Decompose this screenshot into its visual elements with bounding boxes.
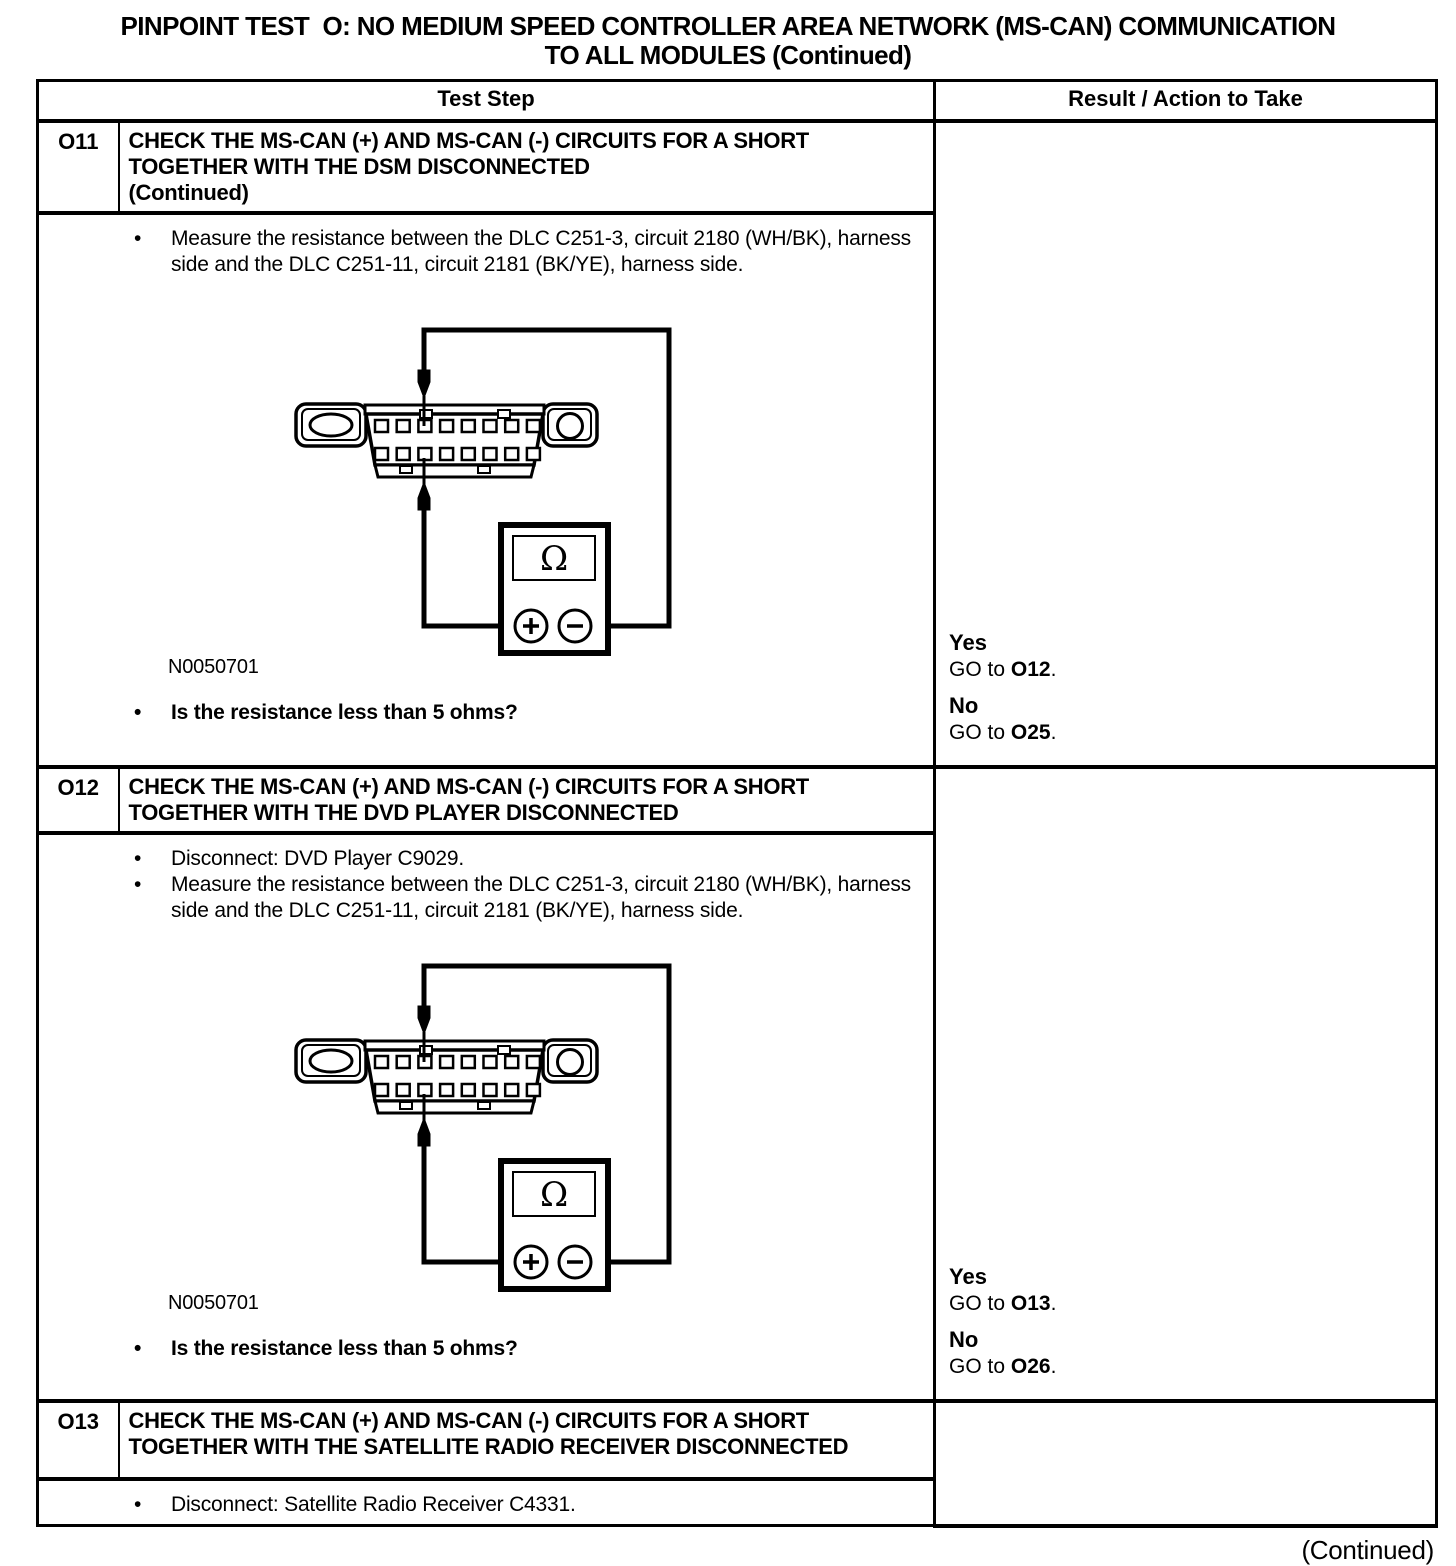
probe-icon	[418, 1118, 430, 1146]
row-o12-title-cell	[119, 767, 935, 833]
row-o11-title-text: CHECK THE MS-CAN (+) AND MS-CAN (-) CIRCUITS FOR A SHORT TOGETHER WITH THE DSM DISCONNECTED	[128, 128, 809, 179]
row-o11-title-cell	[119, 121, 935, 213]
row-o12-id-cell: O12	[38, 767, 119, 833]
result-action-no: GO to O25.	[949, 721, 1057, 744]
row-o13-title-text: CHECK THE MS-CAN (+) AND MS-CAN (-) CIRCUITS FOR A SHORT TOGETHER WITH THE SATELLITE RADIO RECEIVER DISCONNECTED	[128, 1408, 849, 1459]
row-o13-id-cell: O13	[38, 1401, 119, 1479]
page-title	[0, 0, 1456, 70]
probe-icon	[418, 482, 430, 510]
ohm-symbol: Ω	[540, 1175, 568, 1215]
dlc-connector-ohmmeter-diagram	[294, 958, 680, 1298]
result-answer-yes: Yes	[949, 630, 987, 655]
figure-label: N0050701	[168, 1292, 259, 1314]
page-title-line1: PINPOINT TEST O: NO MEDIUM SPEED CONTROLLER AREA NETWORK (MS-CAN) COMMUNICATION	[120, 11, 1336, 41]
bullet-item: • Measure the resistance between the DLC C251-3, circuit 2180 (WH/BK), harness side and the DLC C251-11, circuit 2181 (BK/YE), harness side.	[39, 872, 933, 924]
row-o13-body-cell	[38, 1479, 935, 1526]
question-bullet: • Is the resistance less than 5 ohms?	[39, 700, 933, 726]
page-title-line2: TO ALL MODULES (Continued)	[544, 40, 912, 70]
row-o12-title-row	[38, 767, 1437, 833]
test-step-header-cell: Test Step	[38, 81, 935, 122]
result-action-no: GO to O26.	[949, 1355, 1057, 1378]
row-o13-result-cell	[935, 1401, 1437, 1526]
ohm-symbol: Ω	[540, 539, 568, 579]
row-o13-title-row	[38, 1401, 1437, 1479]
bullet-item: • Disconnect: Satellite Radio Receiver C4331.	[39, 1492, 933, 1518]
row-o11-title-row	[38, 121, 1437, 213]
row-o12-result-cell	[935, 767, 1437, 1401]
result-action-yes: GO to O13.	[949, 1292, 1057, 1315]
dlc-connector-ohmmeter-diagram	[294, 322, 680, 662]
footer-continued-note: (Continued)	[1301, 1534, 1434, 1565]
row-o11-id-cell: O11	[38, 121, 119, 213]
probe-icon	[418, 370, 430, 398]
result-header-cell: Result / Action to Take	[935, 81, 1437, 122]
table-header-row	[38, 81, 1437, 122]
row-o12-title-text: CHECK THE MS-CAN (+) AND MS-CAN (-) CIRCUITS FOR A SHORT TOGETHER WITH THE DVD PLAYER DISCONNECTED	[128, 774, 809, 825]
row-o11-result-cell	[935, 121, 1437, 767]
dlc-ohmmeter-figure	[39, 322, 933, 678]
question-bullet: • Is the resistance less than 5 ohms?	[39, 1336, 933, 1362]
result-answer-yes: Yes	[949, 1264, 987, 1289]
row-o12-body-cell	[38, 833, 935, 1401]
bullet-item: • Disconnect: DVD Player C9029.	[39, 846, 933, 872]
pinpoint-test-table	[36, 79, 1438, 1528]
probe-icon	[418, 1006, 430, 1034]
bullet-item: • Measure the resistance between the DLC C251-3, circuit 2180 (WH/BK), harness side and the DLC C251-11, circuit 2181 (BK/YE), harness side.	[39, 226, 933, 278]
result-action-yes: GO to O12.	[949, 658, 1057, 681]
row-o11-body-cell	[38, 213, 935, 767]
row-o13-title-cell	[119, 1401, 935, 1479]
dlc-ohmmeter-figure	[39, 958, 933, 1314]
result-answer-no: No	[949, 693, 979, 718]
figure-label: N0050701	[168, 656, 259, 678]
result-answer-no: No	[949, 1327, 979, 1352]
row-o11-continued-note: (Continued)	[128, 180, 249, 205]
